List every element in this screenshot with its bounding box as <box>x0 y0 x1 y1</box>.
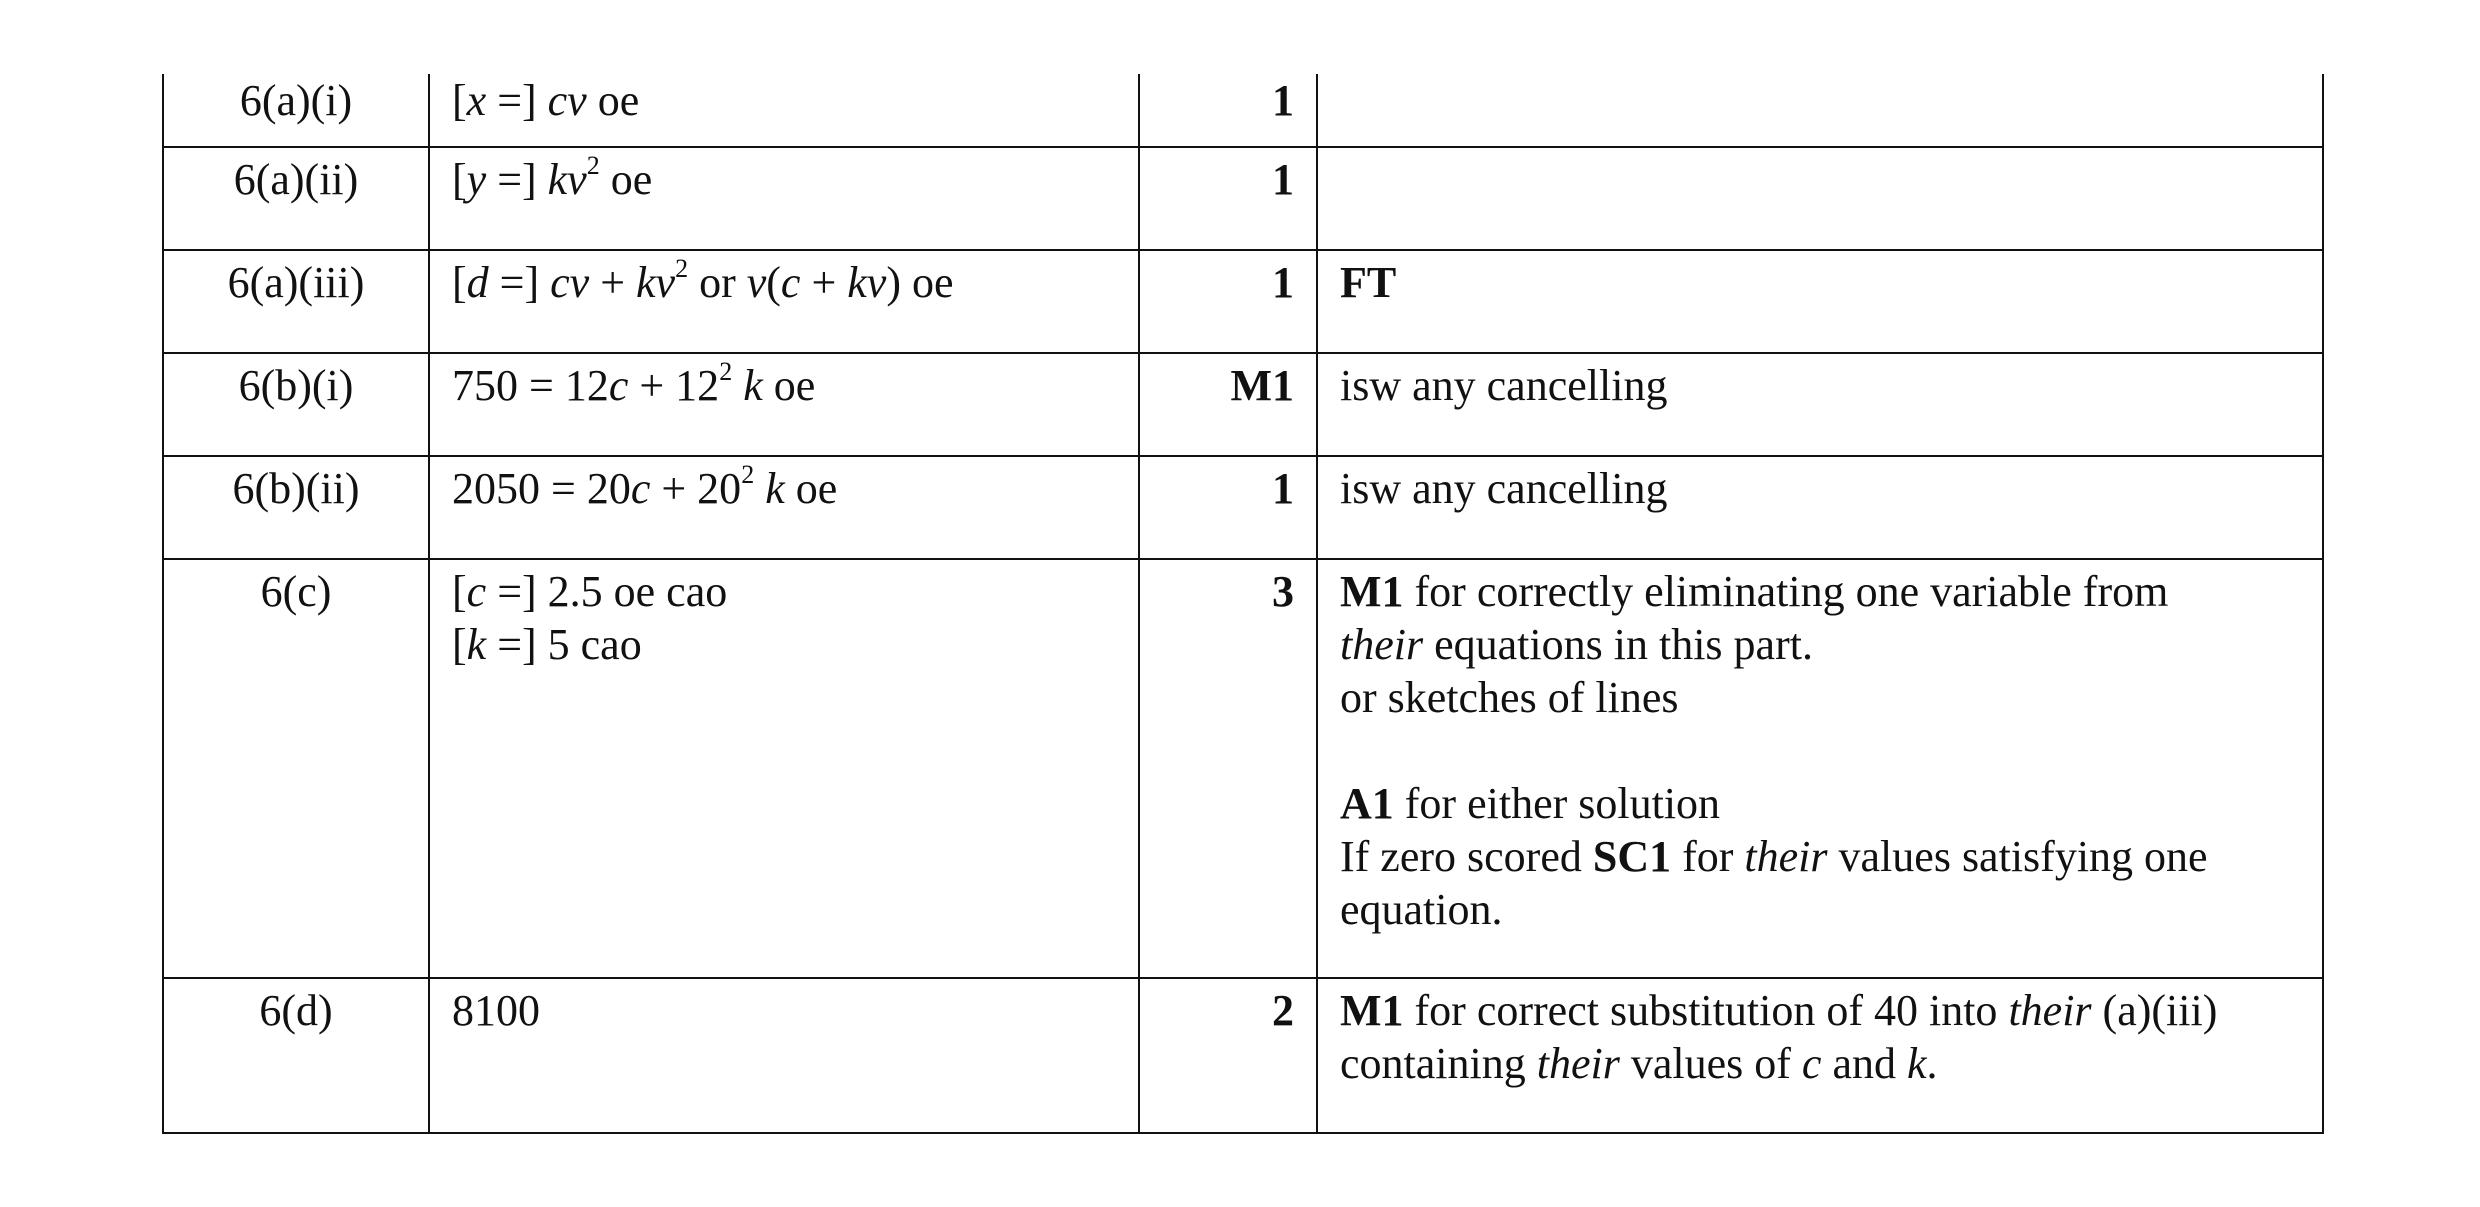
question-cell: 6(a)(ii) <box>163 147 429 250</box>
table-row <box>163 74 2323 147</box>
guidance-cell <box>1317 147 2323 250</box>
marks-cell: 3 <box>1139 559 1317 978</box>
answer-cell: [d =] cv + $kv^2$ or v(c + kv) oe <box>429 250 1139 353</box>
question-cell: 6(d) <box>163 978 429 1133</box>
answer-cell: $750 = 12c + 12^2$ k oe <box>429 353 1139 456</box>
mark-scheme-table <box>162 74 2324 1134</box>
table-row <box>163 978 2323 1133</box>
table-row <box>163 559 2323 978</box>
guidance-cell <box>1317 74 2323 147</box>
marks-cell: 1 <box>1139 147 1317 250</box>
answer-line: [c =] 2.5 oe cao <box>452 567 728 616</box>
guidance-cell: M1 for correct substitution of 40 into their (a)(iii) containing their values of c and k. <box>1317 978 2323 1133</box>
marks-cell: 2 <box>1139 978 1317 1133</box>
answer-cell: 8100 <box>429 978 1139 1133</box>
question-cell: 6(b)(ii) <box>163 456 429 559</box>
table-row <box>163 250 2323 353</box>
answer-cell: [x =] cv oe <box>429 74 1139 147</box>
question-cell: 6(a)(i) <box>163 74 429 147</box>
guidance-cell: M1 for correctly eliminating one variable from their equations in this part. or sketches of lines A1 for either solution If zero scored SC1 for their values satisfying one equation. <box>1317 559 2323 978</box>
question-cell: 6(a)(iii) <box>163 250 429 353</box>
answer-cell: $2050 = 20c + 20^2$ k oe <box>429 456 1139 559</box>
answer-cell: [y =] $kv^2$ oe <box>429 147 1139 250</box>
answer-cell <box>429 559 1139 978</box>
marks-cell: 1 <box>1139 250 1317 353</box>
table-row <box>163 147 2323 250</box>
marks-cell: 1 <box>1139 456 1317 559</box>
guidance-cell: FT <box>1317 250 2323 353</box>
guidance-cell: isw any cancelling <box>1317 353 2323 456</box>
table-row <box>163 456 2323 559</box>
table-row <box>163 353 2323 456</box>
answer-line: [k =] 5 cao <box>452 620 642 669</box>
question-cell: 6(c) <box>163 559 429 978</box>
guidance-cell: isw any cancelling <box>1317 456 2323 559</box>
question-cell: 6(b)(i) <box>163 353 429 456</box>
marks-cell: 1 <box>1139 74 1317 147</box>
marks-cell: M1 <box>1139 353 1317 456</box>
